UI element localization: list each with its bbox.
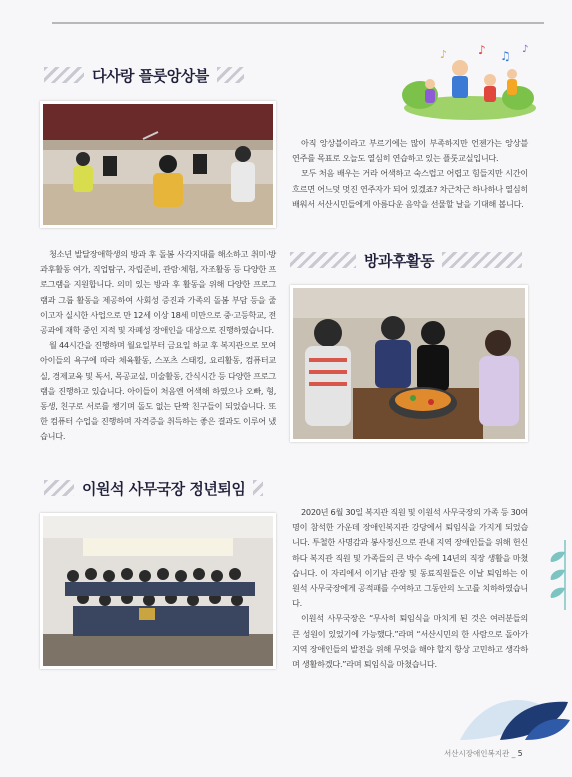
heading-stripes <box>442 252 522 268</box>
svg-text:♪: ♪ <box>478 43 486 57</box>
footer-org: 서산시장애인복지관 <box>444 749 510 758</box>
cooking-activity-photo <box>290 285 528 442</box>
music-children-illustration <box>400 40 538 120</box>
paragraph-line: 청소년 발달장애학생의 방과 후 돌봄 사각지대를 해소하고 취미·방과후활동 여가, 직업탐구, 자립준비, 관람·체험, 자조활동 등 다양한 프로그램을 지원합니다. 의미 있는 방과 후 활동을 위해 다양한 프로그램과 그룹 활동을 제공하여 사회성 증진과 가족의 돌봄 부담 등을 줄이고자 실시한 사업으로 만 12세 이상 18세 미만으로 중·고등학교, 전공과에 재학 중인 지적 및 자폐성 장애인을 대상으로 진행하였습니다. <box>40 249 276 336</box>
footer-separator: _ <box>511 749 516 758</box>
top-rule <box>52 22 544 24</box>
heading-stripes <box>290 252 356 268</box>
leaf-decoration <box>545 540 572 610</box>
paragraph-line: 모두 처음 배우는 거라 어색하고 숙스럽고 어렵고 힘들지만 시간이 흐르면 어느덧 멋진 연주자가 되어 있겠죠? 차근차근 하나하나 열심히 배워서 서산시민들에게 아름다운 음악을 선물할 날을 기대해 봅니다. <box>292 168 528 209</box>
section3-heading <box>44 477 284 499</box>
paragraph-line: 아직 앙상블이라고 부르기에는 많이 부족하지만 언젠가는 앙상블 연주를 목표로 오늘도 열심히 연습하고 있는 플룻교실입니다. <box>292 138 528 164</box>
heading-stripes <box>44 480 74 496</box>
section2-heading <box>290 249 540 271</box>
section2-title: 방과후활동 <box>364 251 434 270</box>
paragraph-line: 월 44시간을 진행하며 월요일부터 금요일 하교 후 복지관으로 모여 아이들의 욕구에 따라 체육활동, 스포츠 스태킹, 요리활동, 컴퓨터교실, 경제교육 및 독서, 목공교실, 미술활동, 간식시간 등 다양한 프로그램을 진행하고 있습니다. 아이들이 처음엔 어색해 하였으나 오빠, 형, 동생, 친구로 서로를 챙기며 돌도 없는 단짝 친구들이 되었습니다. 또한 컴퓨터 수업을 진행하며 자격증을 취득하는 좋은 결과도 이루어 냈습니다. <box>40 340 276 442</box>
page-footer <box>444 748 523 759</box>
heading-stripes <box>44 67 84 83</box>
retirement-group-photo <box>40 513 276 669</box>
page-number: 5 <box>517 749 523 758</box>
svg-text:♫: ♫ <box>500 49 511 63</box>
svg-text:♪: ♪ <box>440 48 448 61</box>
section1-heading <box>44 64 244 86</box>
heading-stripes <box>217 67 244 83</box>
section3-title: 이원석 사무국장 정년퇴임 <box>82 479 246 498</box>
section1-paragraph <box>292 136 528 212</box>
leaf-decoration <box>440 640 572 740</box>
paragraph-line: 이원석 사무국장은 “무사히 퇴임식을 마치게 된 것은 여러분들의 큰 성원이 있었기에 가능했다.”라며 “서산시민의 한 사람으로 돌아가 지역 장애인들의 발전을 위해 무엇을 해야 할지 항상 고민하고 생각하며 생활하겠다.”라며 퇴임식을 마쳤습니다. <box>292 613 528 670</box>
paragraph-line: 2020년 6월 30일 복지관 직원 및 이원석 사무국장의 가족 등 30여 명이 참석한 가운데 장애인복지관 강당에서 퇴임식을 가지게 되었습니다. 투철한 사명감과 봉사정신으로 관내 지역 장애인들을 위해 헌신하다 복지관 직원 및 가족들의 큰 박수 속에 14년의 직장 생활을 마쳤습니다. 이 자리에서 이기남 관장 및 동료직원들은 이날 퇴임하는 이원석 사무국장에게 공적패를 수여하고 그동안의 노고를 치하하였습니다. <box>292 507 529 609</box>
flute-class-photo <box>40 101 276 228</box>
heading-stripes <box>253 480 263 496</box>
svg-text:♪: ♪ <box>522 44 529 55</box>
section2-paragraph <box>40 247 276 445</box>
section1-title: 다사랑 플룻앙상블 <box>92 66 209 85</box>
